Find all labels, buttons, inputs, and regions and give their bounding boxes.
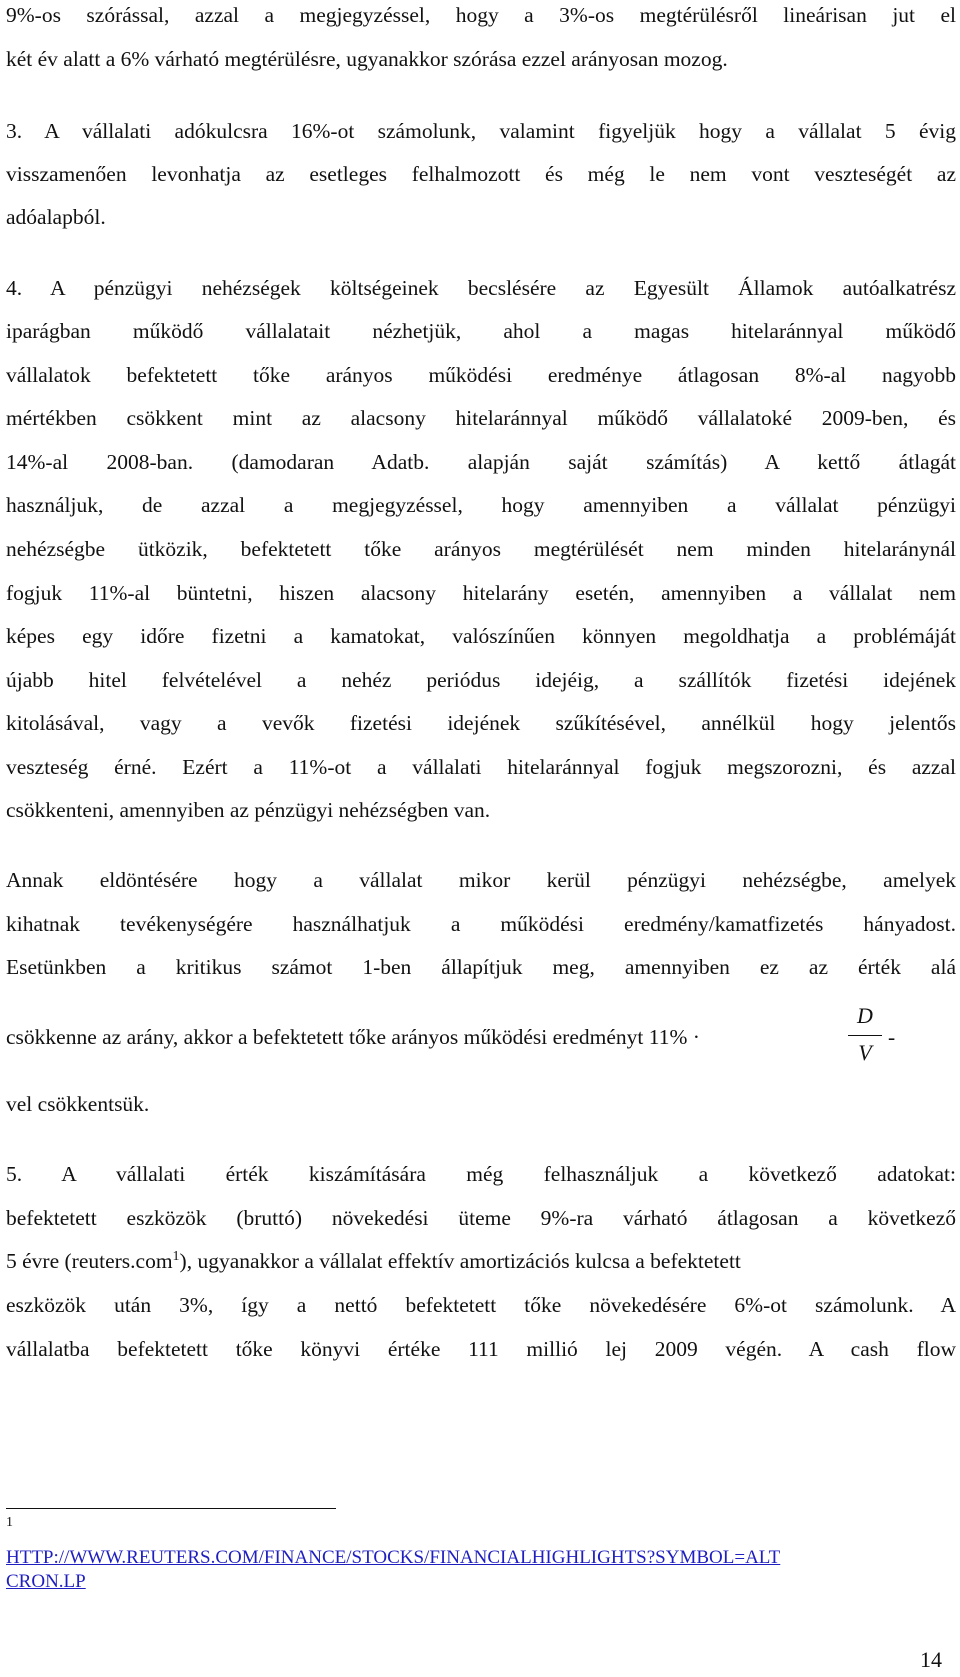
text-line: vállalatba befektetett tőke könyvi értéke 111 millió lej 2009 végén. A cash flow [6,1337,956,1361]
text-line: vel csökkentsük. [6,1092,150,1116]
text-line: iparágban működő vállalatait nézhetjük, ahol a magas hitelaránnyal működő [6,319,956,343]
text-line: kihatnak tevékenységére használhatjuk a működési eredmény/kamatfizetés hányadost. [6,912,956,936]
text-line: képes egy időre fizetni a kamatokat, valószínűen könnyen megoldhatja a problémáját [6,624,956,648]
formula-numerator: D [857,1003,873,1028]
text-line: adóalapból. [6,205,106,229]
text-line: kitolásával, vagy a vevők fizetési idejének szűkítésével, annélkül hogy jelentős [6,711,956,735]
text-line: mértékben csökkent mint az alacsony hitelaránnyal működő vállalatoké 2009-ben, és [6,406,956,430]
text-segment: ), ugyanakkor a vállalat effektív amortizációs kulcsa a befektetett [179,1249,741,1273]
text-line: Annak eldöntésére hogy a vállalat mikor kerül pénzügyi nehézségbe, amelyek [6,868,956,892]
text-segment: 5 évre (reuters.com [6,1249,173,1273]
footnote-number: 1 [6,1515,13,1530]
page-number: 14 [920,1647,942,1672]
footnote-ref: 1 [172,1249,180,1264]
text-line: 14%-al 2008-ban. (damodaran Adatb. alapján saját számítás) A kettő átlagát [6,450,956,474]
formula-fraction-bar [848,1035,882,1036]
text-line: 9%-os szórással, azzal a megjegyzéssel, hogy a 3%-os megtérülésről lineárisan jut el [6,3,956,27]
text-line: 5. A vállalati érték kiszámítására még felhasználjuk a következő adatokat: [6,1162,956,1186]
text-line: vállalatok befektetett tőke arányos működési eredménye átlagosan 8%-al nagyobb [6,363,956,387]
text-line: csökkenteni, amennyiben az pénzügyi nehézségben van. [6,798,491,822]
text-line: fogjuk 11%-al büntetni, hiszen alacsony hitelarány esetén, amennyiben a vállalat nem [6,581,956,605]
text-line: befektetett eszközök (bruttó) növekedési üteme 9%-ra várható átlagosan a következő [6,1206,956,1230]
text-line: visszamenően levonhatja az esetleges felhalmozott és még le nem vont veszteségét az [6,162,956,186]
footnote-separator [6,1508,336,1509]
footnote-link-continued[interactable]: CRON.LP [6,1571,86,1592]
formula-denominator: V [858,1040,872,1065]
text-line: használjuk, de azzal a megjegyzéssel, hogy amennyiben a vállalat pénzügyi [6,493,956,517]
text-line [6,1246,741,1276]
text-line: két év alatt a 6% várható megtérülésre, ugyanakkor szórása ezzel arányosan mozog. [6,47,728,71]
text-line: 3. A vállalati adókulcsra 16%-ot számolunk, valamint figyeljük hogy a vállalat 5 évig [6,119,956,143]
text-line: Esetünkben a kritikus számot 1-ben állapítjuk meg, amennyiben ez az érték alá [6,955,956,979]
text-line: 4. A pénzügyi nehézségek költségeinek becslésére az Egyesült Államok autóalkatrész [6,276,956,300]
footnote-link[interactable]: HTTP://WWW.REUTERS.COM/FINANCE/STOCKS/FINANCIALHIGHLIGHTS?SYMBOL=ALT [6,1547,781,1568]
text-line: csökkenne az arány, akkor a befektetett tőke arányos működési eredményt 11% · [6,1025,700,1049]
text-line: - [888,1025,896,1049]
text-line: veszteség érné. Ezért a 11%-ot a vállalati hitelaránnyal fogjuk megszorozni, és azzal [6,755,956,779]
text-line: újabb hitel felvételével a nehéz periódus idejéig, a szállítók fizetési idejének [6,668,956,692]
text-line: nehézségbe ütközik, befektetett tőke arányos megtérülését nem minden hitelaránynál [6,537,956,561]
text-line: eszközök után 3%, így a nettó befektetett tőke növekedésére 6%-ot számolunk. A [6,1293,956,1317]
